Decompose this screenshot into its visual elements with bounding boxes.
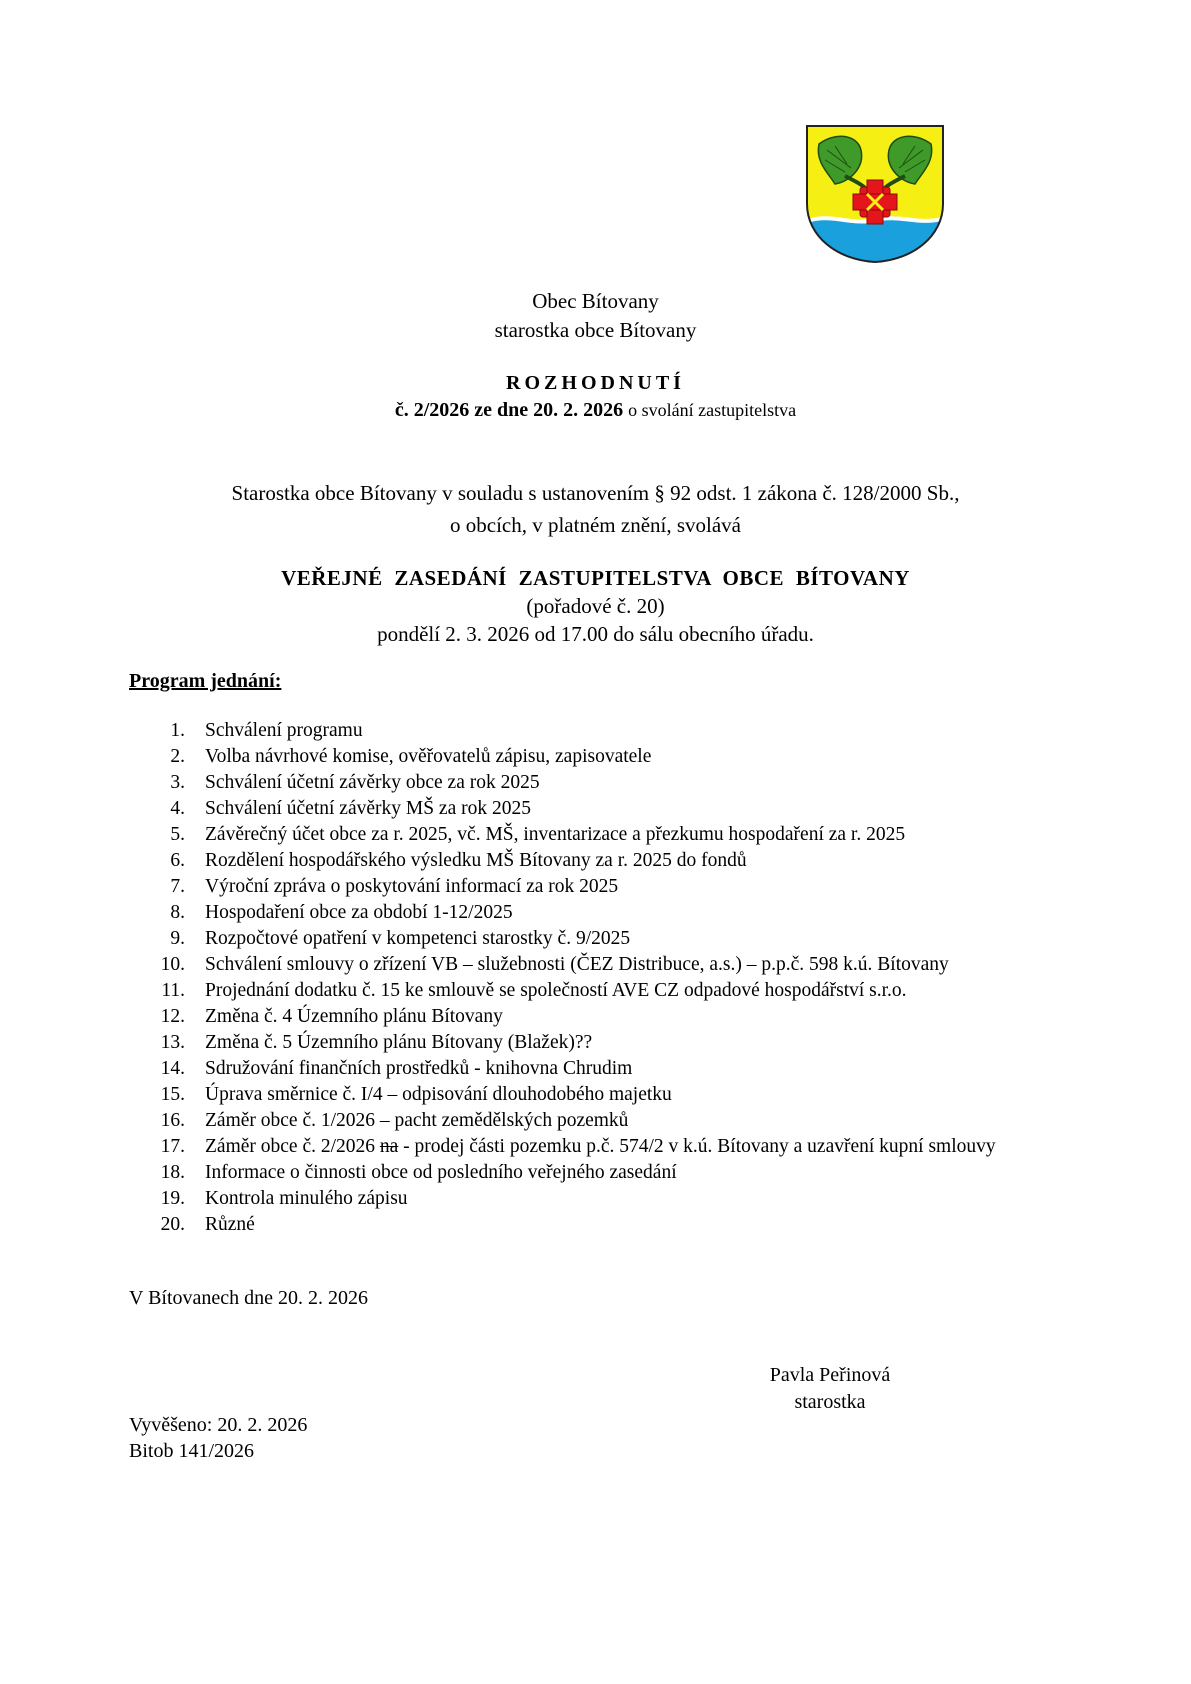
list-item [129,1004,1059,1030]
list-item [129,1082,1059,1108]
list-item [129,770,1059,796]
intro-line-1: Starostka obce Bítovany v souladu s ustanovením § 92 odst. 1 zákona č. 128/2000 Sb., [231,481,960,505]
list-item [129,1030,1059,1056]
item-text: Různé [205,1214,255,1235]
reference-number: Bitob 141/2026 [129,1440,255,1462]
item-number: 15. [160,1084,185,1105]
item-text: Rozdělení hospodářského výsledku MŠ Bítovany za r. 2025 do fondů [205,850,747,871]
session-order: (pořadové č. 20) [526,594,665,618]
item-text: Schválení programu [205,720,363,741]
list-item [129,1186,1059,1212]
item-text: Úprava směrnice č. I/4 – odpisování dlouhodobého majetku [205,1084,672,1105]
item-number: 19. [160,1188,185,1209]
item-number: 2. [170,746,185,767]
session-datetime: pondělí 2. 3. 2026 od 17.00 do sálu obecního úřadu. [377,622,814,646]
item-number: 7. [170,876,185,897]
item-number: 3. [170,772,185,793]
list-item [129,1134,1059,1160]
item-text: Rozpočtové opatření v kompetenci starostky č. 9/2025 [205,928,631,949]
item-number: 17. [160,1136,185,1157]
item-number: 9. [170,928,185,949]
item-text: Volba návrhové komise, ověřovatelů zápisu, zapisovatele [205,746,652,767]
list-item [129,1108,1059,1134]
list-item [129,744,1059,770]
item-text: Schválení účetní závěrky MŠ za rok 2025 [205,798,531,819]
list-item [129,952,1059,978]
decision-number [0,399,1191,422]
coat-of-arms [805,124,945,264]
decision-title: ROZHODNUTÍ [506,372,685,394]
posting-info [129,1412,307,1464]
intro-line-2: o obcích, v platném znění, svolává [450,513,741,537]
item-text: Schválení účetní závěrky obce za rok 2025 [205,772,540,793]
item-text: Kontrola minulého zápisu [205,1188,408,1209]
decision-number-bold: č. 2/2026 ze dne 20. 2. 2026 [394,399,624,421]
item-text: Výroční zpráva o poskytování informací za rok 2025 [205,876,619,897]
item-text: Informace o činnosti obce od posledního veřejného zasedání [205,1162,677,1183]
signatory-role: starostka [794,1391,866,1413]
item-number: 13. [160,1032,185,1053]
place-and-date: V Bítovanech dne 20. 2. 2026 [129,1287,369,1309]
item-text: Schválení smlouvy o zřízení VB – služebnosti (ČEZ Distribuce, a.s.) – p.p.č. 598 k.ú. Bítovany [205,954,949,975]
item-text: Sdružování finančních prostředků - knihovna Chrudim [205,1058,633,1079]
item-text-part-2: - prodej části pozemku p.č. 574/2 v k.ú. Bítovany a uzavření kupní smlouvy [403,1136,996,1157]
item-number: 11. [161,980,185,1001]
item-number: 14. [160,1058,185,1079]
item-number: 20. [160,1214,185,1235]
list-item [129,822,1059,848]
item-text: Hospodaření obce za období 1-12/2025 [205,902,513,923]
item-text [205,1134,1059,1160]
posted-date: Vyvěšeno: 20. 2. 2026 [129,1414,308,1436]
item-number: 8. [170,902,185,923]
item-number: 12. [160,1006,185,1027]
session-title: VEŘEJNÉ ZASEDÁNÍ ZASTUPITELSTVA OBCE BÍTOVANY [281,566,910,590]
item-text: Závěrečný účet obce za r. 2025, vč. MŠ, inventarizace a přezkumu hospodaření za r. 2025 [205,824,906,845]
item-text: Projednání dodatku č. 15 ke smlouvě se společností AVE CZ odpadové hospodářství s.r.o. [205,980,907,1001]
item-number: 5. [170,824,185,845]
list-item [129,848,1059,874]
item-text: Změna č. 5 Územního plánu Bítovany (Blažek)?? [205,1032,593,1053]
signature-block [740,1362,920,1416]
office-name: starostka obce Bítovany [494,318,697,342]
list-item [129,1212,1059,1238]
list-item [129,874,1059,900]
item-text: Záměr obce č. 1/2026 – pacht zemědělských pozemků [205,1110,629,1131]
item-number: 1. [170,720,185,741]
list-item [129,1160,1059,1186]
item-number: 16. [160,1110,185,1131]
list-item [129,926,1059,952]
list-item [129,796,1059,822]
intro-paragraph [0,477,1191,541]
list-item [129,978,1059,1004]
header [0,287,1191,345]
item-number: 4. [170,798,185,819]
list-item [129,718,1059,744]
program-list [129,718,1059,1238]
item-text-part-1: Záměr obce č. 2/2026 [205,1136,376,1157]
program-heading: Program jednání: [129,670,282,692]
signatory-name: Pavla Peřinová [769,1364,891,1386]
decision-subject: o svolání zastupitelstva [628,400,797,420]
list-item [129,900,1059,926]
item-number: 10. [160,954,185,975]
item-text: Změna č. 4 Územního plánu Bítovany [205,1006,503,1027]
list-item [129,1056,1059,1082]
municipality-name: Obec Bítovany [532,289,659,313]
item-number: 18. [160,1162,185,1183]
session-block [0,564,1191,648]
item-number: 6. [170,850,185,871]
struck-word: na [379,1136,399,1157]
